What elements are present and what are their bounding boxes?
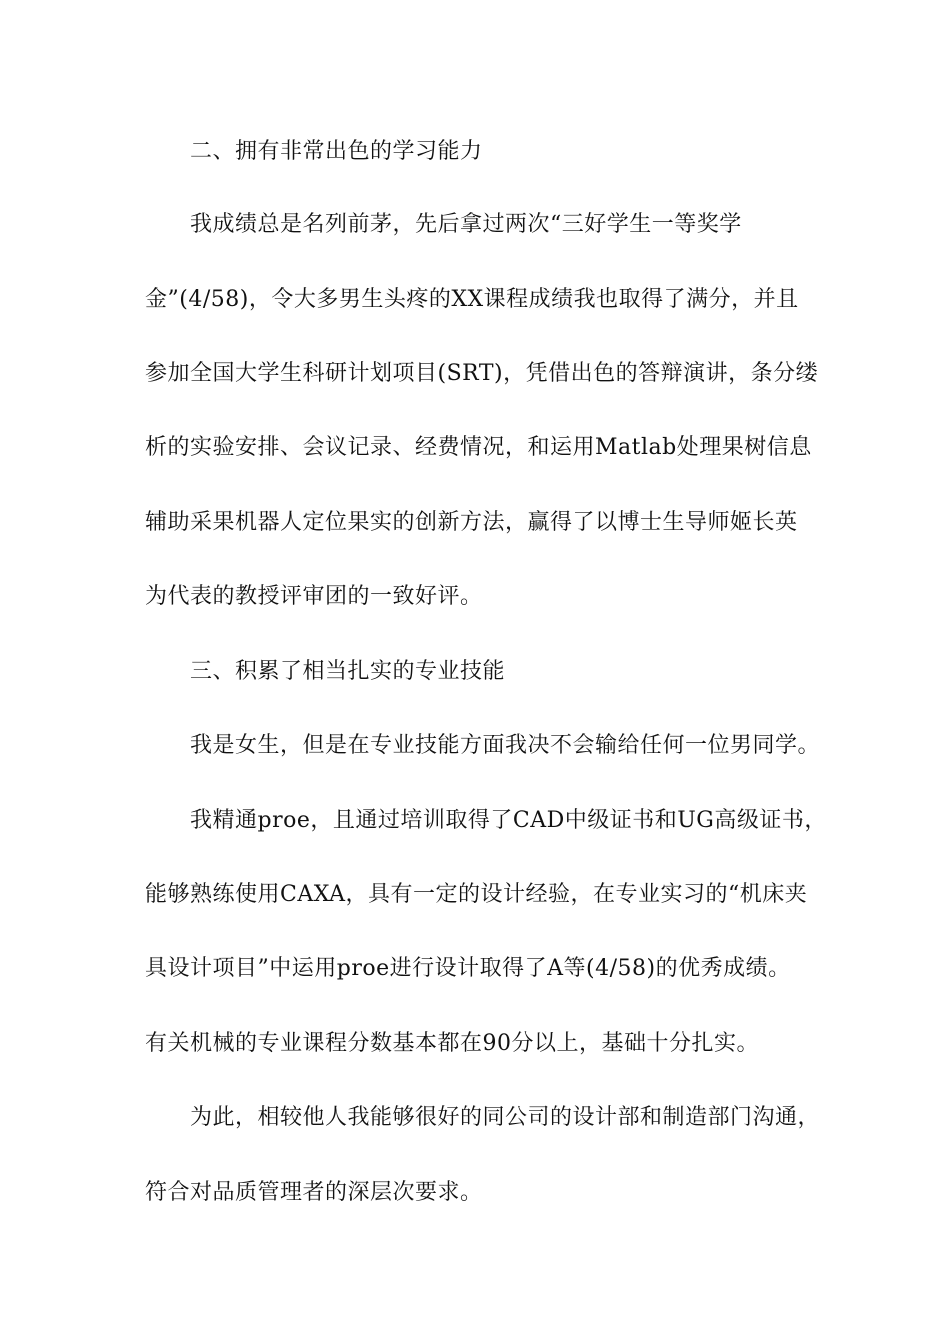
paragraph-line: 能够熟练使用CAXA，具有一定的设计经验，在专业实习的“机床夹: [145, 882, 808, 907]
section-heading-2: 二、拥有非常出色的学习能力: [190, 139, 483, 164]
paragraph-line: 金”(4/58)，令大多男生头疼的XX课程成绩我也取得了满分，并且: [145, 287, 799, 312]
paragraph-line: 为此，相较他人我能够很好的同公司的设计部和制造部门沟通，: [190, 1105, 821, 1130]
paragraph-line: 参加全国大学生科研计划项目(SRT)，凭借出色的答辩演讲，条分缕: [145, 361, 819, 386]
paragraph-line: 具设计项目”中运用proe进行设计取得了A等(4/58)的优秀成绩。: [145, 956, 791, 981]
section-heading-3: 三、积累了相当扎实的专业技能: [190, 659, 506, 684]
paragraph-line: 有关机械的专业课程分数基本都在90分以上，基础十分扎实。: [145, 1031, 759, 1056]
paragraph-line: 我精通proe，且通过培训取得了CAD中级证书和UG高级证书，: [190, 808, 827, 833]
paragraph-line: 我是女生，但是在专业技能方面我决不会输给任何一位男同学。: [190, 733, 821, 758]
paragraph-line: 符合对品质管理者的深层次要求。: [145, 1180, 483, 1205]
paragraph-line: 析的实验安排、会议记录、经费情况，和运用Matlab处理果树信息: [145, 435, 812, 460]
paragraph-line: 为代表的教授评审团的一致好评。: [145, 584, 483, 609]
paragraph-line: 我成绩总是名列前茅，先后拿过两次“三好学生一等奖学: [190, 212, 742, 237]
paragraph-line: 辅助采果机器人定位果实的创新方法，赢得了以博士生导师姬长英: [145, 510, 798, 535]
